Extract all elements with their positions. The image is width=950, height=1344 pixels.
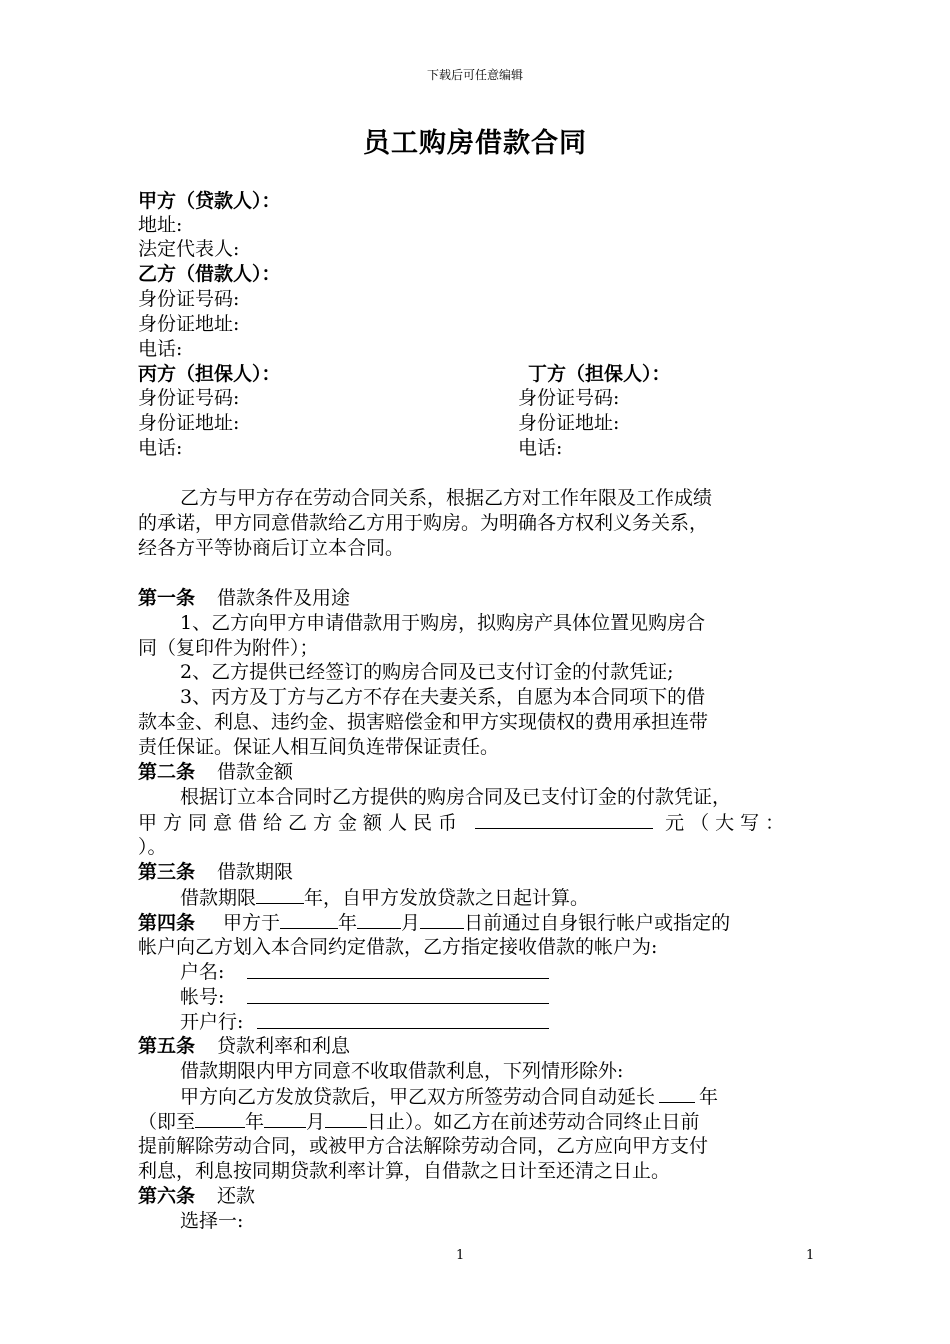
article-5-line <box>180 1084 718 1109</box>
party-c-id-addr: 身份证地址: <box>138 412 240 434</box>
account-name-blank[interactable] <box>247 960 549 979</box>
account-number-blank[interactable] <box>247 985 549 1004</box>
article-2-line: 根据订立本合同时乙方提供的购房合同及已支付订金的付款凭证， <box>180 786 732 808</box>
bank-label: 开户行: <box>180 1011 244 1033</box>
term-text: 年，自甲方发放贷款之日起计算。 <box>304 887 590 909</box>
party-d-heading: 丁方（担保人）： <box>528 363 671 385</box>
article-6-heading <box>138 1184 255 1208</box>
amount-blank[interactable] <box>475 810 653 829</box>
article-1-line: 2、乙方提供已经签订的购房合同及已支付订金的付款凭证; <box>180 661 674 683</box>
term-label: 借款期限 <box>180 887 257 909</box>
art5-text: 日止）。如乙方在前述劳动合同终止日前 <box>367 1111 700 1133</box>
article-title: 贷款利率和利息 <box>217 1035 351 1057</box>
art4-text: 甲方于 <box>223 912 281 934</box>
until-day-blank[interactable] <box>325 1109 367 1128</box>
article-2-amount-line <box>138 810 790 835</box>
art5-text: 年 <box>245 1111 265 1133</box>
party-b-phone: 电话: <box>138 338 183 360</box>
article-5-line: 提前解除劳动合同，或被甲方合法解除劳动合同，乙方应向甲方支付 <box>138 1135 709 1157</box>
party-a-heading: 甲方（贷款人）： <box>138 190 281 212</box>
article-number: 第一条 <box>138 587 196 609</box>
party-c-heading: 丙方（担保人）： <box>138 363 281 385</box>
amount-capital-label: 元（大写： <box>665 812 791 834</box>
page-number-center: 1 <box>456 1248 465 1263</box>
party-b-id: 身份证号码: <box>138 288 240 310</box>
account-name-label: 户名: <box>180 961 225 983</box>
intro-line: 乙方与甲方存在劳动合同关系，根据乙方对工作年限及工作成绩 <box>180 487 713 509</box>
party-d-id: 身份证号码: <box>518 387 620 409</box>
party-a-rep: 法定代表人: <box>138 238 240 260</box>
article-4-line: 帐户向乙方划入本合同约定借款，乙方指定接收借款的帐户为: <box>138 936 658 958</box>
article-1-line: 同（复印件为附件）； <box>138 637 319 659</box>
article-5-line <box>138 1109 700 1134</box>
article-1-line: 3、丙方及丁方与乙方不存在夫妻关系，自愿为本合同项下的借 <box>180 686 706 708</box>
party-a-address: 地址: <box>138 214 183 236</box>
party-c-phone: 电话: <box>138 437 183 459</box>
article-5-line: 借款期限内甲方同意不收取借款利息，下列情形除外: <box>180 1060 624 1082</box>
until-year-blank[interactable] <box>195 1109 245 1128</box>
article-2-line: ）。 <box>138 836 167 858</box>
party-d-id-addr: 身份证地址: <box>518 412 620 434</box>
page-number-right: 1 <box>806 1248 815 1263</box>
article-number: 第四条 <box>138 912 196 934</box>
article-title: 借款条件及用途 <box>217 587 351 609</box>
account-number-label: 帐号: <box>180 986 225 1008</box>
article-number: 第三条 <box>138 861 196 883</box>
article-5-heading <box>138 1034 350 1058</box>
article-6-line: 选择一: <box>180 1210 244 1232</box>
article-number: 第五条 <box>138 1035 196 1057</box>
article-1-heading <box>138 586 350 610</box>
art4-text: 年 <box>338 912 358 934</box>
article-number: 第二条 <box>138 761 196 783</box>
article-number: 第六条 <box>138 1185 196 1207</box>
art5-text: 甲方向乙方发放贷款后，甲乙双方所签劳动合同自动延长 <box>180 1086 656 1108</box>
article-title: 借款期限 <box>217 861 294 883</box>
party-d-phone: 电话: <box>518 437 563 459</box>
art5-text: 年 <box>699 1086 719 1108</box>
article-2-heading <box>138 760 293 784</box>
art4-text: 日前通过自身银行帐户或指定的 <box>464 912 731 934</box>
amount-label: 甲方同意借给乙方金额人民币 <box>138 812 464 834</box>
day-blank[interactable] <box>420 910 464 929</box>
intro-line: 的承诺，甲方同意借款给乙方用于购房。为明确各方权利义务关系， <box>138 512 709 534</box>
account-number-row <box>180 985 224 1009</box>
art5-text: （即至 <box>138 1111 196 1133</box>
extend-years-blank[interactable] <box>659 1084 695 1103</box>
month-blank[interactable] <box>357 910 401 929</box>
party-b-heading: 乙方（借款人）： <box>138 263 281 285</box>
party-b-id-addr: 身份证地址: <box>138 313 240 335</box>
article-1-line: 1、乙方向甲方申请借款用于购房，拟购房产具体位置见购房合 <box>180 612 706 634</box>
intro-line: 经各方平等协商后订立本合同。 <box>138 537 405 559</box>
article-1-line: 责任保证。保证人相互间负连带保证责任。 <box>138 736 500 758</box>
article-4-line <box>138 910 730 935</box>
art5-text: 月 <box>306 1111 326 1133</box>
bank-blank[interactable] <box>257 1010 549 1029</box>
article-5-line: 利息，利息按同期贷款利率计算，自借款之日计至还清之日止。 <box>138 1160 671 1182</box>
article-1-line: 款本金、利息、违约金、损害赔偿金和甲方实现债权的费用承担连带 <box>138 711 709 733</box>
article-title: 借款金额 <box>217 761 294 783</box>
article-3-line <box>180 885 589 910</box>
header-note: 下载后可任意编辑 <box>426 68 523 82</box>
term-years-blank[interactable] <box>256 885 304 904</box>
party-c-id: 身份证号码: <box>138 387 240 409</box>
until-month-blank[interactable] <box>264 1109 306 1128</box>
account-name-row <box>180 960 224 984</box>
article-title: 还款 <box>217 1185 256 1207</box>
art4-text: 月 <box>401 912 421 934</box>
document-title: 员工购房借款合同 <box>363 128 587 159</box>
bank-row <box>180 1010 243 1034</box>
article-3-heading <box>138 860 293 884</box>
year-blank[interactable] <box>280 910 338 929</box>
